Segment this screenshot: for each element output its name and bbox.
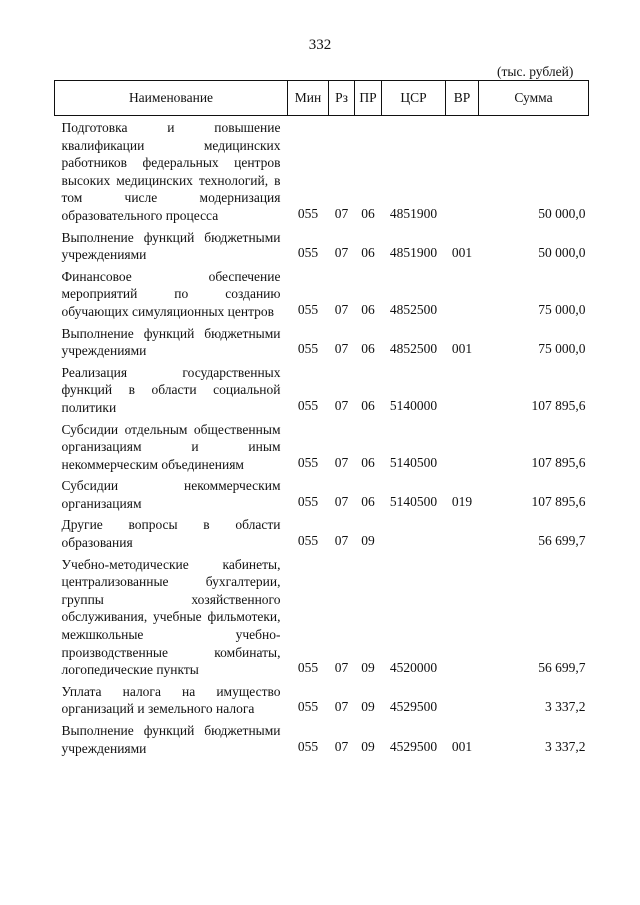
row-sum: 107 895,6 [531,454,586,470]
row-csr: 5140000 [389,397,438,413]
row-rz: 07 [334,660,349,676]
row-min: 055 [297,397,319,413]
row-rz: 07 [334,493,349,509]
row-vr: 001 [451,245,473,261]
row-rz: 07 [334,245,349,261]
row-sum: 75 000,0 [538,301,586,317]
row-rz: 07 [334,301,349,317]
row-vr: 001 [451,738,473,754]
row-sum: 50 000,0 [538,205,586,221]
table-row [55,418,589,475]
table-row [55,361,589,418]
row-vr [446,513,479,552]
row-pr: 06 [361,245,375,261]
row-name: Выполнение функций бюджетными учреждениями [61,229,281,263]
table-row [55,553,589,680]
row-vr: 019 [451,493,473,509]
row-name: Учебно-методические кабинеты, централизованные бухгалтерии, группы хозяйственного обслуживания, учебные фильмотеки, межшкольные учебно-производственные комбинаты, логопедические пункты [61,556,281,678]
row-sum: 107 895,6 [531,397,586,413]
row-vr [446,680,479,719]
row-pr: 09 [361,738,375,754]
row-min: 055 [297,301,319,317]
header-pr: ПР [355,81,382,116]
row-min: 055 [297,699,319,715]
row-min: 055 [297,205,319,221]
unit-note: (тыс. рублей) [497,64,574,79]
row-pr: 06 [361,301,375,317]
row-csr: 4851900 [389,245,438,261]
row-sum: 107 895,6 [531,493,586,509]
table-row [55,513,589,552]
row-vr [446,553,479,680]
row-csr: 4852500 [389,341,438,357]
row-min: 055 [297,533,319,549]
row-csr: 4520000 [389,660,438,676]
row-pr: 06 [361,454,375,470]
row-pr: 09 [361,533,375,549]
row-name: Реализация государственных функций в области социальной политики [61,364,281,415]
header-vr: ВР [446,81,479,116]
row-min: 055 [297,454,319,470]
row-sum: 3 337,2 [545,738,586,754]
row-rz: 07 [334,454,349,470]
row-min: 055 [297,341,319,357]
row-csr: 4529500 [389,738,438,754]
row-pr: 06 [361,205,375,221]
row-name: Другие вопросы в области образования [61,517,281,551]
row-rz: 07 [334,533,349,549]
row-pr: 09 [361,660,375,676]
header-rz: Рз [329,81,355,116]
row-pr: 06 [361,493,375,509]
table-row [55,680,589,719]
row-sum: 3 337,2 [545,699,586,715]
row-rz: 07 [334,397,349,413]
row-pr: 06 [361,341,375,357]
row-rz: 07 [334,205,349,221]
table-row [55,226,589,265]
row-csr: 4852500 [389,301,438,317]
row-vr [446,265,479,322]
row-name: Выполнение функций бюджетными учреждениями [61,723,281,756]
row-rz: 07 [334,738,349,754]
table-row [55,322,589,361]
row-pr: 09 [361,699,375,715]
row-sum: 56 699,7 [538,533,586,549]
row-csr: 4851900 [389,205,438,221]
table-row [55,474,589,513]
row-sum: 56 699,7 [538,660,586,676]
row-name: Субсидии отдельным общественным организациям и иным некоммерческим объединениям [61,421,281,472]
budget-table [54,80,589,758]
row-sum: 75 000,0 [538,341,586,357]
row-csr [382,513,446,552]
row-rz: 07 [334,699,349,715]
row-vr [446,418,479,475]
row-name: Уплата налога на имущество организаций и земельного налога [61,683,281,717]
row-min: 055 [297,493,319,509]
row-name: Субсидии некоммерческим организациям [61,478,281,511]
table-row [55,116,589,226]
row-csr: 4529500 [389,699,438,715]
row-name: Финансовое обеспечение мероприятий по созданию обучающих симуляционных центров [61,268,281,319]
row-min: 055 [297,738,319,754]
table-row [55,265,589,322]
header-csr: ЦСР [382,81,446,116]
row-vr: 001 [451,341,473,357]
row-name: Подготовка и повышение квалификации медицинских работников федеральных центров высоких медицинских технологий, в том числе модернизация образовательного процесса [61,120,281,223]
row-vr [446,361,479,418]
row-min: 055 [297,245,319,261]
table-row [55,719,589,758]
row-rz: 07 [334,341,349,357]
header-min: Мин [288,81,329,116]
row-vr [446,116,479,226]
page-number: 332 [308,37,332,53]
row-min: 055 [297,660,319,676]
row-sum: 50 000,0 [538,245,586,261]
table-header-row [55,81,589,116]
header-sum: Сумма [479,81,589,116]
header-name: Наименование [55,81,288,116]
row-csr: 5140500 [389,493,438,509]
row-csr: 5140500 [389,454,438,470]
row-pr: 06 [361,397,375,413]
row-name: Выполнение функций бюджетными учреждениями [61,325,281,359]
